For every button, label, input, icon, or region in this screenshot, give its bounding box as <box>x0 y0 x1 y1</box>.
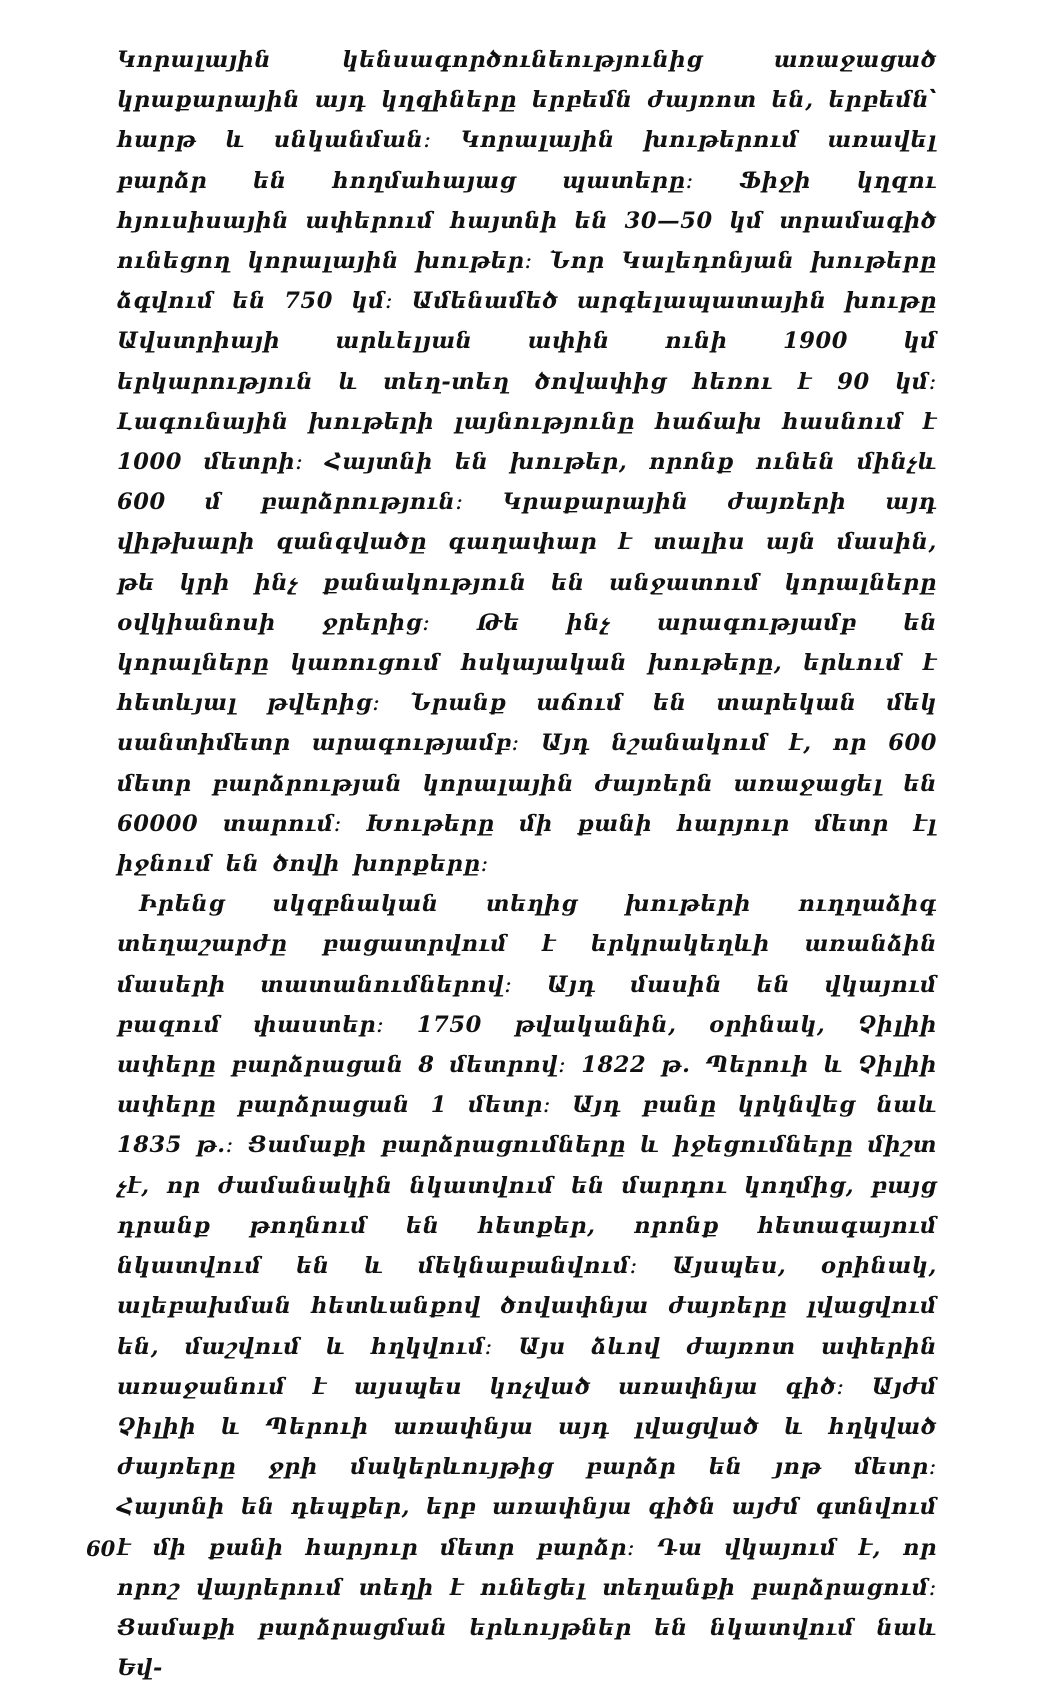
paragraph-1: Կորալային կենսագործունեությունից առաջացած կրաքարային այդ կղզիները երբեմն ժայռոտ են, երբեմն՝ հարթ և սնկանման։ Կորալային խութերում առավել բարձր են հողմահայաց պատերը։ Ֆիջի կղզու հյուսիսային ափերում հայտնի են 30—50 կմ տրամագիծ ունեցող կորալային խութեր։ Նոր Կալեդոնյան խութերը ձգվում են 750 կմ։ Ամենամեծ արգելապատային խութը Ավստրիայի արևելյան ափին ունի 1900 կմ երկարություն և տեղ-տեղ ծովափից հեռու է 90 կմ։ Լագունային խութերի լայնությունը հաճախ հասնում է 1000 մետրի։ Հայտնի են խութեր, որոնք ունեն մինչև 600 մ բարձրություն։ Կրաքարային ժայռերի այդ վիթխարի զանգվածը գաղափար է տալիս այն մասին, թե կրի ինչ քանակություն են անջատում կորալները օվկիանոսի ջրերից։ Թե ինչ արագությամբ են կորալները կառուցում հսկայական խութերը, երևում է հետևյալ թվերից։ Նրանք աճում են տարեկան մեկ սանտիմետր արագությամբ։ Այդ նշանակում է, որ 600 մետր բարձրության կորալային ժայռերն առաջացել են 60000 տարում։ Խութերը մի քանի հարյուր մետր էլ իջնում են ծովի խորքերը։ <box>117 47 937 878</box>
paragraph-2: Իրենց սկզբնական տեղից խութերի ուղղաձիգ տեղաշարժը բացատրվում է երկրակեղևի առանձին մասերի տատանումներով։ Այդ մասին են վկայում բազում փաստեր։ 1750 թվականին, օրինակ, Չիլիի ափերը բարձրացան 8 մետրով։ 1822 թ. Պերուի և Չիլիի ափերը բարձրացան 1 մետր։ Այդ բանը կրկնվեց նաև 1835 թ.։ Ցամաքի բարձրացումները և իջեցումները միշտ չէ, որ ժամանակին նկատվում են մարդու կողմից, բայց դրանք թողնում են հետքեր, որոնք հետագայում նկատվում են և մեկնաբանվում։ Այսպես, օրինակ, ալեբախման հետևանքով ծովափնյա ժայռերը լվացվում են, մաշվում և հղկվում։ Այս ձևով ժայռոտ ափերին առաջանում է այսպես կոչված առափնյա գիծ։ Այժմ Չիլիի և Պերուի առափնյա այդ լվացված և հղկված ժայռերը ջրի մակերևույթից բարձր են յոթ մետր։ Հայտնի են դեպքեր, երբ առափնյա գիծն այժմ գտնվում է մի քանի հարյուր մետր բարձր։ Դա վկայում է, որ որոշ վայրերում տեղի է ունեցել տեղանքի բարձրացում։ Ցամաքի բարձրացման երևույթներ են նկատվում նաև Եվ- <box>117 891 937 1682</box>
page-number: 60 <box>86 1536 116 1561</box>
